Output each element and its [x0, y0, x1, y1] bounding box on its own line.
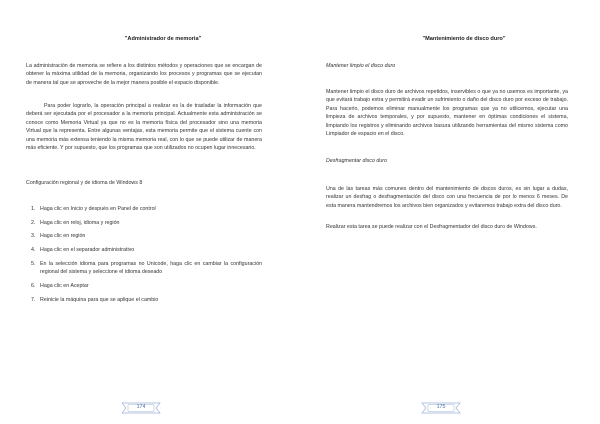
step-text: Haga clic en Aceptar [40, 282, 89, 289]
step-text: Reinicie la máquina para que se aplique el cambio [40, 296, 159, 303]
step-number: 2. [31, 219, 36, 226]
step-number: 5. [31, 260, 36, 267]
page-number-badge [121, 402, 161, 414]
step-text: Haga clic en reloj, idioma y región [40, 219, 120, 226]
step-text: Haga clic en el separador administrativo [40, 247, 135, 254]
step-text: Haga clic en región [40, 233, 86, 240]
page-title-memoria: "Administrador de memoria" [124, 36, 202, 42]
section-heading-limpiar: Mantener limpio el disco duro [326, 63, 396, 69]
step-number: 7. [31, 296, 36, 303]
page-number-badge [421, 402, 461, 414]
list-item [26, 260, 262, 277]
page-title-mantenimiento: "Mantenimiento de disco duro" [422, 36, 506, 42]
step-text: En la selección idioma para programas no Unicode, haga clic en cambiar la configuración regional del sistema y seleccione el idioma deseado [40, 260, 262, 276]
steps-list [26, 205, 262, 309]
list-item [26, 282, 262, 290]
page-number: 174 [136, 404, 146, 410]
list-item [26, 232, 262, 240]
page-number: 175 [436, 404, 446, 410]
paragraph-virtual-memory: Para poder lograrlo, la operación principal a realizar es la de trasladar la información que deberá ser ejecutada por el procesador a la memoria principal. Actualmente esta administración se conoce como Memoria Virtual ya que no es la memoria física del procesador sino una memoria Virtual que la representa. Entre algunas ventajas, esta memoria permite que el sistema cuente con una memoria más extensa teniendo la misma memoria real, con lo que se puede utilizar de manera más eficiente. Y por supuesto, que los programas que son utilizados no ocupen lugar innecesario. [26, 103, 262, 152]
section-heading-desfragmentar: Desfragmentar disco duro [326, 158, 387, 164]
paragraph-intro: La administración de memoria se refiere a los distintos métodos y operaciones que se encargan de obtener la máxima utilidad de la memoria, organizando los procesos y programas que se ejecutan de manera tal que se aproveche de la mejor manera posible el espacio disponible. [26, 63, 262, 86]
list-item [26, 246, 262, 254]
right-page [300, 0, 600, 424]
step-number: 4. [31, 247, 36, 254]
step-number: 1. [31, 206, 36, 212]
list-item [26, 219, 262, 227]
paragraph-desfragmentador-note: Realizar esta tarea se puede realizar con el Desfragmentador del disco duro de Windows. [326, 224, 537, 230]
step-number: 3. [31, 233, 36, 240]
paragraph-desfragmentar: Una de las tareas más comunes dentro del mantenimiento de discos duros, es sin lugar a dudas, realizar un desfrag o desfragmentación del disco con una frecuencia de por lo menos 6 meses. De esta manera mantendremos los archivos bien organizados y evitaremos trabajo extra del disco duro. [326, 186, 568, 209]
step-text: Haga clic en Inicio y después en Panel de control [40, 206, 156, 212]
list-item [26, 205, 262, 213]
paragraph-limpiar: Mantener limpio el disco duro de archivos repetidos, inservibles o que ya no usemos es importante, ya que evitará trabajo extra y permitirá evadir un sufrimiento o daño del disco duro por exceso de trabajo. Para hacerlo, podemos eliminar manualmente los programas que ya no utilicemos, ejecutar una limpieza de archivos temporales, y por supuesto, mantener en óptimas condiciones el sistema, limpiando los registros y eliminando archivos basura utilizando herramientas del mismo sistema como Limpiador de espacio en el disco. [326, 89, 568, 138]
step-number: 6. [31, 282, 36, 289]
subheading-config-regional: Configuración regional y de idioma de Windows 8 [26, 180, 143, 186]
list-item [26, 296, 262, 304]
